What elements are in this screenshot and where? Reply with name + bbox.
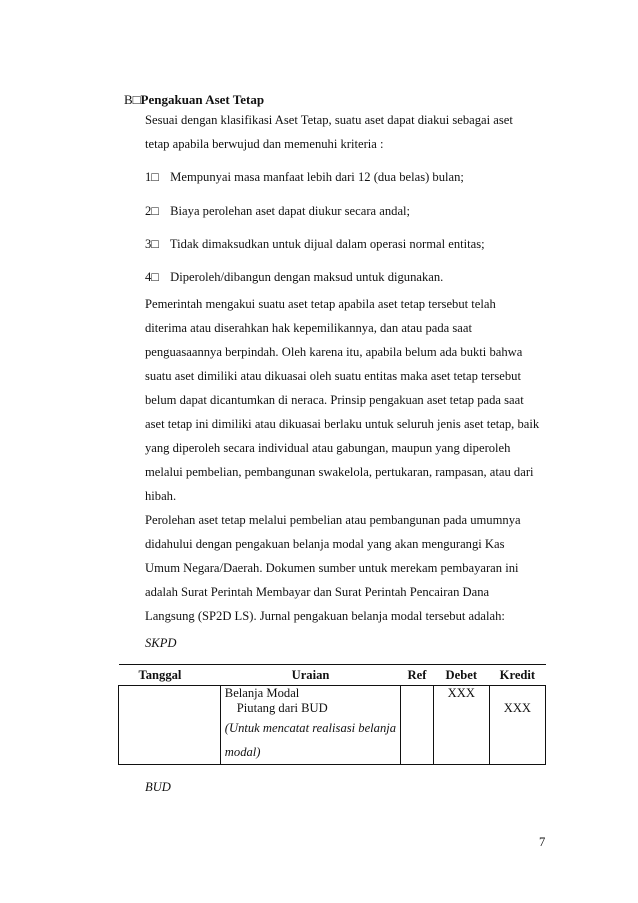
paragraph-line: belum dapat dicantumkan di neraca. Prinsip pengakuan aset tetap pada saat — [145, 393, 524, 407]
skpd-label: SKPD — [145, 636, 177, 650]
section-heading — [124, 92, 264, 108]
uraian-credit-account: Piutang dari BUD — [236, 701, 328, 715]
journal-row — [119, 686, 546, 765]
cell-tanggal — [119, 686, 221, 765]
journal-header-row — [119, 665, 546, 686]
uraian-note: modal) — [224, 745, 261, 759]
acquisition-paragraph — [145, 508, 545, 628]
criteria-text: Biaya perolehan aset dapat diukur secara andal; — [170, 204, 411, 218]
paragraph-line: tetap apabila berwujud dan memenuhi kriteria : — [145, 137, 384, 151]
cell-debet — [433, 686, 489, 765]
kredit-value: XXX — [503, 701, 532, 715]
paragraph-line: adalah Surat Perintah Membayar dan Surat Perintah Pencairan Dana — [145, 585, 490, 599]
cell-uraian — [220, 686, 400, 765]
paragraph-line: didahului dengan pengakuan belanja modal yang akan mengurangi Kas — [145, 537, 505, 551]
paragraph-line: aset tetap ini dimiliki atau dikuasai berlaku untuk seluruh jenis aset tetap, baik — [145, 417, 540, 431]
bullet-glyph: □ — [132, 92, 141, 107]
criteria-item — [145, 204, 410, 219]
header-tanggal: Tanggal — [119, 665, 221, 686]
header-kredit: Kredit — [489, 665, 545, 686]
header-debet: Debet — [433, 665, 489, 686]
page-number: 7 — [539, 835, 546, 849]
criteria-number: 3 — [145, 237, 152, 251]
bud-label: BUD — [145, 780, 171, 794]
paragraph-line: penguasaannya berpindah. Oleh karena itu, apabila belum ada bukti bahwa — [145, 345, 523, 359]
uraian-note: (Untuk mencatat realisasi belanja — [224, 721, 397, 735]
section-marker: B — [124, 92, 133, 107]
paragraph-line: Sesuai dengan klasifikasi Aset Tetap, suatu aset dapat diakui sebagai aset — [145, 113, 513, 127]
paragraph-line: Perolehan aset tetap melalui pembelian atau pembangunan pada umumnya — [145, 513, 521, 527]
criteria-number: 4 — [145, 270, 152, 284]
section-title: Pengakuan Aset Tetap — [140, 92, 265, 107]
criteria-number: 2 — [145, 204, 152, 218]
bullet-glyph: □ — [151, 237, 159, 251]
bullet-glyph: □ — [151, 170, 159, 184]
criteria-item — [145, 170, 464, 185]
paragraph-line: hibah. — [145, 489, 177, 503]
paragraph-line: Langsung (SP2D LS). Jurnal pengakuan belanja modal tersebut adalah: — [145, 609, 505, 623]
criteria-text: Diperoleh/dibangun dengan maksud untuk digunakan. — [170, 270, 444, 284]
header-ref: Ref — [401, 665, 434, 686]
paragraph-line: yang diperoleh secara individual atau gabungan, maupun yang diperoleh — [145, 441, 511, 455]
recognition-paragraph — [145, 292, 545, 508]
debet-value: XXX — [447, 686, 475, 700]
paragraph-line: Umum Negara/Daerah. Dokumen sumber untuk merekam pembayaran ini — [145, 561, 519, 575]
criteria-number: 1 — [145, 170, 152, 184]
criteria-item — [145, 270, 443, 285]
cell-ref — [401, 686, 434, 765]
paragraph-line: melalui pembelian, pembangunan swakelola, pertukaran, rampasan, atau dari — [145, 465, 534, 479]
header-uraian: Uraian — [220, 665, 400, 686]
bullet-glyph: □ — [151, 270, 159, 284]
criteria-text: Tidak dimaksudkan untuk dijual dalam operasi normal entitas; — [169, 237, 485, 251]
paragraph-line: Pemerintah mengakui suatu aset tetap apabila aset tetap tersebut telah — [145, 297, 496, 311]
uraian-debit-account: Belanja Modal — [224, 686, 300, 700]
bullet-glyph: □ — [151, 204, 159, 218]
paragraph-line: diterima atau diserahkan hak kepemilikannya, dan atau pada saat — [145, 321, 472, 335]
journal-table — [118, 664, 546, 765]
intro-paragraph — [145, 108, 545, 156]
criteria-item — [145, 237, 485, 252]
criteria-text: Mempunyai masa manfaat lebih dari 12 (dua belas) bulan; — [170, 170, 464, 184]
cell-kredit — [489, 686, 545, 765]
paragraph-line: suatu aset dimiliki atau dikuasai oleh suatu entitas maka aset tetap tersebut — [145, 369, 521, 383]
